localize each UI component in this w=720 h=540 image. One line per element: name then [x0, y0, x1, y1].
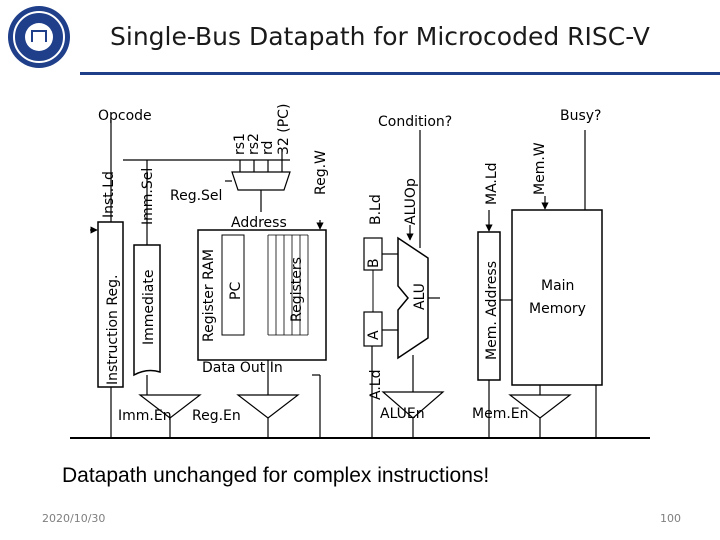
rs2-label: rs2: [246, 133, 262, 155]
immediate-label: Immediate: [141, 269, 157, 345]
footer-page-number: 100: [660, 512, 681, 525]
register-ram: [198, 230, 326, 360]
pc32-label: 32 (PC): [276, 103, 292, 155]
instruction-reg-label: Instruction Reg.: [105, 274, 121, 385]
main-memory: [512, 210, 602, 385]
mem-en-label: Mem.En: [472, 406, 529, 422]
mem-address-label: Mem. Address: [484, 261, 500, 360]
main-memory-label-line1: Main: [541, 278, 575, 294]
reg-en-label: Reg.En: [192, 408, 241, 424]
alu-op-label: ALUOp: [403, 178, 419, 225]
alu-label: ALU: [412, 283, 428, 310]
pc-label: PC: [228, 281, 244, 300]
slide-title: Single-Bus Datapath for Microcoded RISC-V: [110, 22, 650, 51]
reg-en-buffer: [238, 395, 298, 418]
alu-en-label: ALUEn: [380, 406, 425, 422]
b-ld-label: B.Ld: [368, 194, 384, 225]
a-label: A: [366, 330, 382, 340]
ma-ld-label: MA.Ld: [484, 162, 500, 205]
address-label: Address: [231, 215, 287, 231]
imm-sel-label: Imm.Sel: [140, 167, 156, 225]
slide-caption: Datapath unchanged for complex instructions!: [62, 464, 490, 487]
inst-ld-label: Inst.Ld: [101, 171, 117, 218]
rs1-label: rs1: [232, 133, 248, 155]
opcode-label: Opcode: [98, 108, 152, 124]
reg-select-mux: [232, 172, 290, 190]
mem-w-label: Mem.W: [532, 142, 548, 195]
busy-label: Busy?: [560, 108, 602, 124]
b-label: B: [366, 258, 382, 268]
imm-en-label: Imm.En: [118, 408, 172, 424]
footer-date: 2020/10/30: [42, 512, 106, 525]
condition-label: Condition?: [378, 114, 453, 130]
register-ram-label: Register RAM: [201, 249, 217, 342]
data-out-in-label: Data Out In: [202, 360, 283, 376]
main-memory-label-line2: Memory: [529, 301, 586, 317]
registers-label: Registers: [289, 257, 305, 322]
reg-w-label: Reg.W: [313, 150, 329, 195]
a-ld-label: A.Ld: [368, 369, 384, 400]
reg-sel-label: Reg.Sel: [170, 188, 223, 204]
rd-label: rd: [260, 140, 276, 155]
